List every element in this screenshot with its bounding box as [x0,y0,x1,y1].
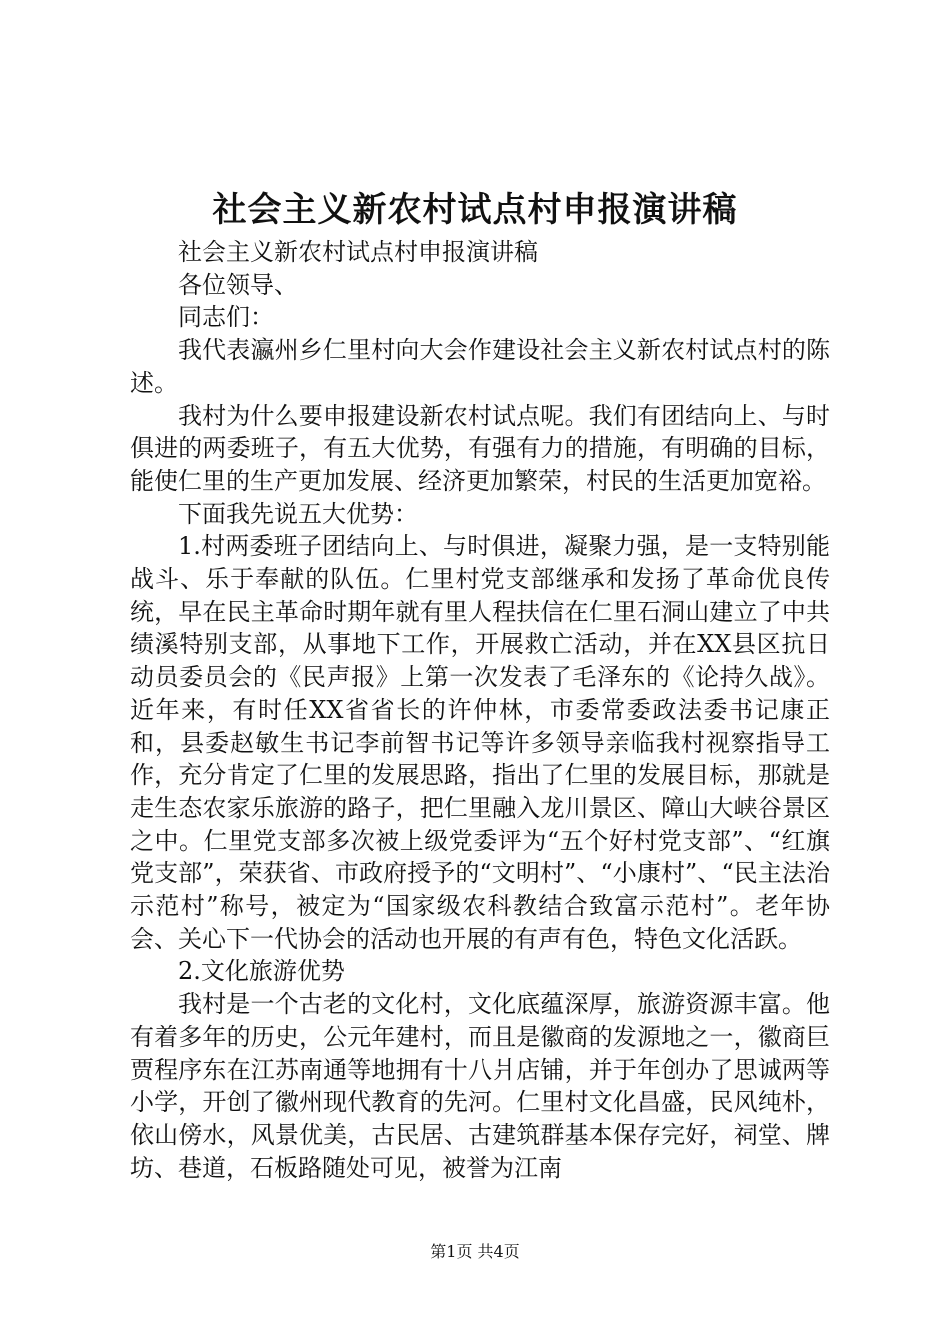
document-body [130,236,830,1184]
paragraph-advantage-2-heading: 2.文化旅游优势 [178,957,345,986]
paragraph-reason: 我村为什么要申报建设新农村试点呢。我们有团结向上、与时俱进的两委班子，有五大优势，有强有力的措施，有明确的目标，能使仁里的生产更加发展、经济更加繁荣，村民的生活更加宽裕。 [130,401,830,495]
paragraph-salutation-1: 各位领导、 [178,270,298,299]
paragraph-salutation-2: 同志们： [178,303,274,332]
page-indicator: 第1页 共4页 [430,1242,520,1261]
page-footer [0,1241,950,1263]
paragraph-intro: 我代表瀛州乡仁里村向大会作建设社会主义新农村试点村的陈述。 [130,336,830,397]
paragraph-advantages-lead: 下面我先说五大优势： [178,499,418,528]
paragraph-heading-repeat: 社会主义新农村试点村申报演讲稿 [178,238,538,266]
paragraph-advantage-1: 1.村两委班子团结向上、与时俱进，凝聚力强，是一支特别能战斗、乐于奉献的队伍。仁里村党支部继承和发扬了革命优良传统，早在民主革命时期年就有里人程扶信在仁里石洞山建立了中共绩溪特别支部，从事地下工作，开展救亡活动，并在XX县区抗日动员委员会的《民声报》上第一次发表了毛泽东的《论持久战》。近年来，有时任XX省省长的许仲林，市委常委政法委书记康正和，县委赵敏生书记李前智书记等许多领导亲临我村视察指导工作，充分肯定了仁里的发展思路，指出了仁里的发展目标，那就是走生态农家乐旅游的路子，把仁里融入龙川景区、障山大峡谷景区之中。仁里党支部多次被上级党委评为“五个好村党支部”、“红旗党支部”，荣获省、市政府授予的“文明村”、“小康村”、“民主法治示范村”称号，被定为“国家级农科教结合致富示范村”。老年协会、关心下一代协会的活动也开展的有声有色，特色文化活跃。 [130,532,830,953]
document-title: 社会主义新农村试点村申报演讲稿 [212,190,738,230]
paragraph-advantage-2-body: 我村是一个古老的文化村，文化底蕴深厚，旅游资源丰富。他有着多年的历史，公元年建村，而且是徽商的发源地之一，徽商巨贾程序东在江苏南通等地拥有十八爿店铺，并于年创办了思诚两等小学，开创了徽州现代教育的先河。仁里村文化昌盛，民风纯朴，依山傍水，风景优美，古民居、古建筑群基本保存完好，祠堂、牌坊、巷道，石板路随处可见，被誉为江南 [130,990,830,1182]
